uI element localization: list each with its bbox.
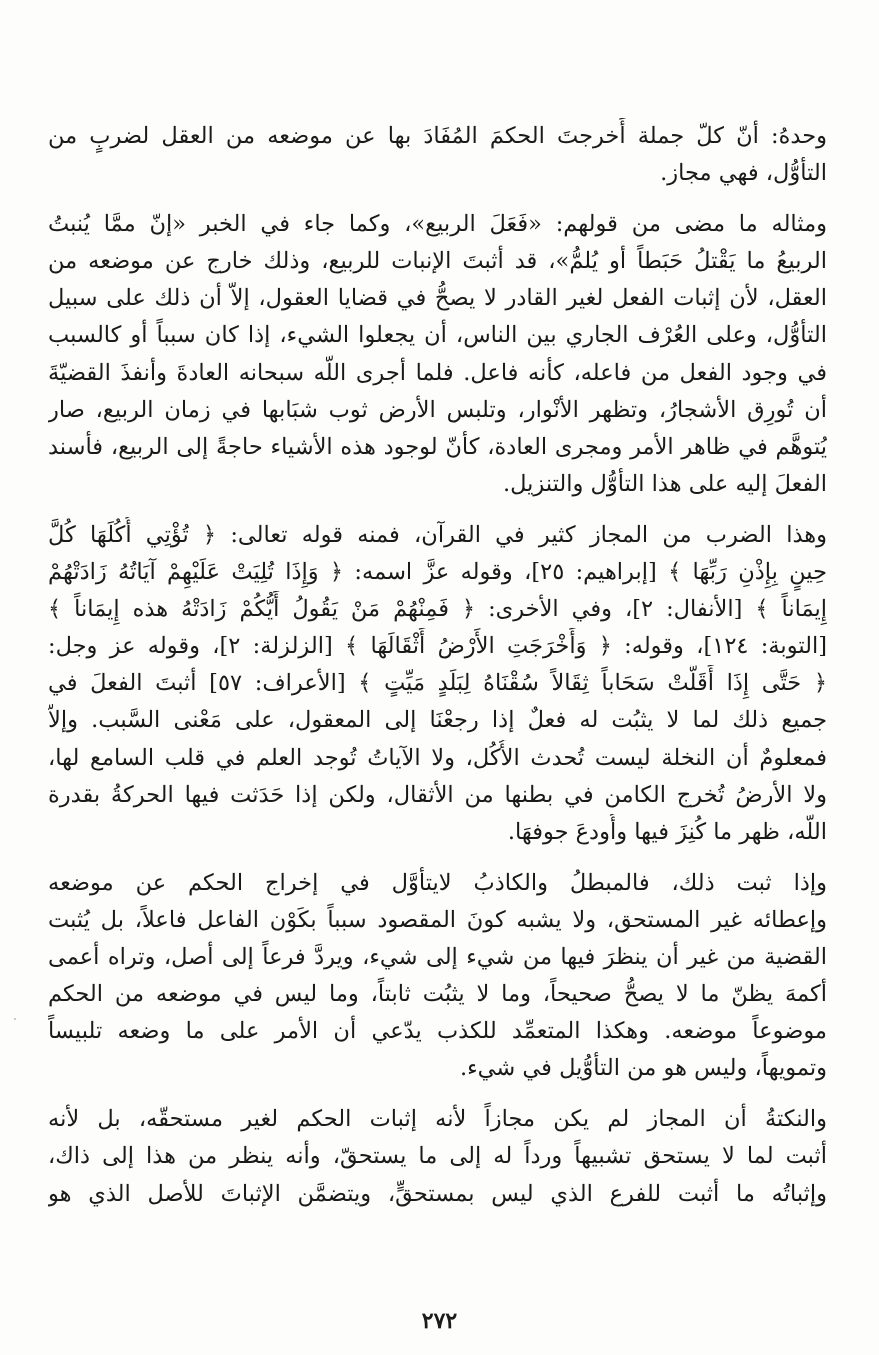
text-line: التأوُّل، وعلى العُرْف الجاري بين الناس، أن يجعلوا الشيء، إذا كان سبباً أو كالسبب	[48, 322, 827, 349]
text-line: حِينٍ بِإِذْنِ رَبِّهَا ﴾ [إبراهيم: ٢٥]، وقوله عزَّ اسمه: ﴿ وَإِذَا تُلِيَتْ عَلَيْهِمْ آيَاتُهُ زَادَتْهُمْ	[48, 559, 827, 586]
text-line: في وجود الفعل من فاعله، كأنه فاعل. فلما أجرى اللّه سبحانه العادةَ وأنفذَ القضيّةَ	[48, 359, 827, 386]
text-line: اللّه، ظهر ما كُنِزَ فيها وأُودعَ جوفهَا.	[507, 818, 827, 845]
text-line: أكمهَ يظنّ ما لا يصحُّ صحيحاً، وما لا يثبُت ثابتاً، وما ليس في موضعه من الحكم	[48, 981, 827, 1008]
body-text	[48, 118, 827, 1227]
text-line: ولا الأرضُ تُخرج الكامن في بطنها من الأثقال، ولكن إذا حَدَثت فيها الحركةُ بقدرة	[48, 781, 827, 808]
paragraph-3	[48, 517, 827, 851]
text-line: أثبت لما لا يستحق تشبيهاً ورداً له إلى ما يستحقّ، وأنه ينظر من هذا إلى ذاك،	[48, 1143, 827, 1170]
text-line: وإثباتُه ما أثبت للفرع الذي ليس بمستحقٍّ، ويتضمَّن الإثباتَ للأصل الذي هو	[48, 1180, 827, 1207]
paragraph-4	[48, 865, 827, 1088]
text-line: يُتوهَّم في ظاهر الأمر ومجرى العادة، كأنّ لوجود هذه الأشياء حاجةً إلى الربيع، فأسند	[48, 433, 827, 460]
text-line: جميع ذلك لما لا يثبُت له فعلٌ إذا رجعْنَا إلى المعقول، على مَعْنى السَّبب. وإلاّ	[48, 707, 827, 734]
text-line: القضية من غير أن ينظرَ فيها من شيء إلى شيء، ويردَّ فرعاً إلى أصل، وتراه أعمى	[48, 943, 827, 970]
text-line: وحدهُ: أنّ كلّ جملة أَخرجتَ الحكمَ المُفَادَ بها عن موضعه من العقل لضربٍ من	[48, 123, 827, 149]
text-line: وإذا ثبت ذلك، فالمبطلُ والكاذبُ لايتأوَّل في إخراج الحكم عن موضعه	[48, 869, 827, 896]
text-line: موضوعاً موضعه. وهكذا المتعمِّد للكذب يدّعي أن الأمر على ما وضعه تلبيساً	[48, 1018, 827, 1045]
text-line: ومثاله ما مضى من قولهم: «فَعَلَ الربيع»، وكما جاء في الخبر «إنّ ممَّا يُنبتُ	[48, 211, 827, 238]
text-line: التأوُّل، فهي مجاز.	[660, 160, 827, 187]
scan-speck	[14, 1018, 16, 1020]
text-line: الفعلَ إليه على هذا التأوُّل والتنزيل.	[502, 470, 827, 497]
text-line: العقل، لأن إثبات الفعل لغير القادر لا يصحُّ في قضايا العقول، إلاّ أن ذلك على سبيل	[48, 285, 827, 312]
page-number: ٢٧٢	[421, 1308, 458, 1334]
paragraph-2	[48, 206, 827, 503]
text-line: والنكتةُ أن المجاز لم يكن مجازاً لأنه إثبات الحكم لغير مستحقّه، بل لأنه	[48, 1106, 827, 1133]
paragraph-5	[48, 1101, 827, 1212]
text-line: الربيعُ ما يَقْتلُ حَبَطاً أو يُلمُّ»، قد أثبتَ الإنبات للربيع، وذلك خارج عن موضعه من	[48, 248, 827, 275]
text-line: إِيمَاناً ﴾ [الأنفال: ٢]، وفي الأخرى: ﴿ فَمِنْهُمْ مَنْ يَقُولُ أَيُّكُمْ زَادَتْهُ هذه إِيمَاناً ﴾	[48, 596, 827, 623]
paragraph-1	[48, 118, 827, 192]
text-line: فمعلومٌ أن النخلة ليست تُحدث الأُكُل، ولا الآياتُ تُوجد العلم في قلب السامع لها،	[48, 744, 827, 771]
text-line: ﴿ حَتَّى إِذَا أَقَلَّتْ سَحَاباً ثِقَالاً سُقْنَاهُ لِبَلَدٍ مَيِّتٍ ﴾ [الأعراف: ٥٧] أثبتَ الفعلَ في	[48, 670, 827, 697]
text-line: أن تُورِق الأشجارُ، وتظهر الأنْوار، وتلبس الأرض ثوب شبَابها في زمان الربيع، صار	[48, 396, 827, 423]
text-line: وإعطائه غير المستحق، ولا يشبه كونَ المقصود سبباً بكَوْن الفاعل فاعلاً، بل يُثبت	[48, 906, 827, 933]
text-line: [التوبة: ١٢٤]، وقوله: ﴿ وَأَخْرَجَتِ الأَرْضُ أَثْقَالَهَا ﴾ [الزلزلة: ٢]، وقوله عز وجل:	[48, 633, 827, 660]
text-line: وتمويهاً، وليس هو من التأوُّيل في شيء.	[459, 1055, 827, 1082]
text-line: وهذا الضرب من المجاز كثير في القرآن، فمنه قوله تعالى: ﴿ تُؤْتِي أُكُلَهَا كُلَّ	[48, 521, 827, 548]
